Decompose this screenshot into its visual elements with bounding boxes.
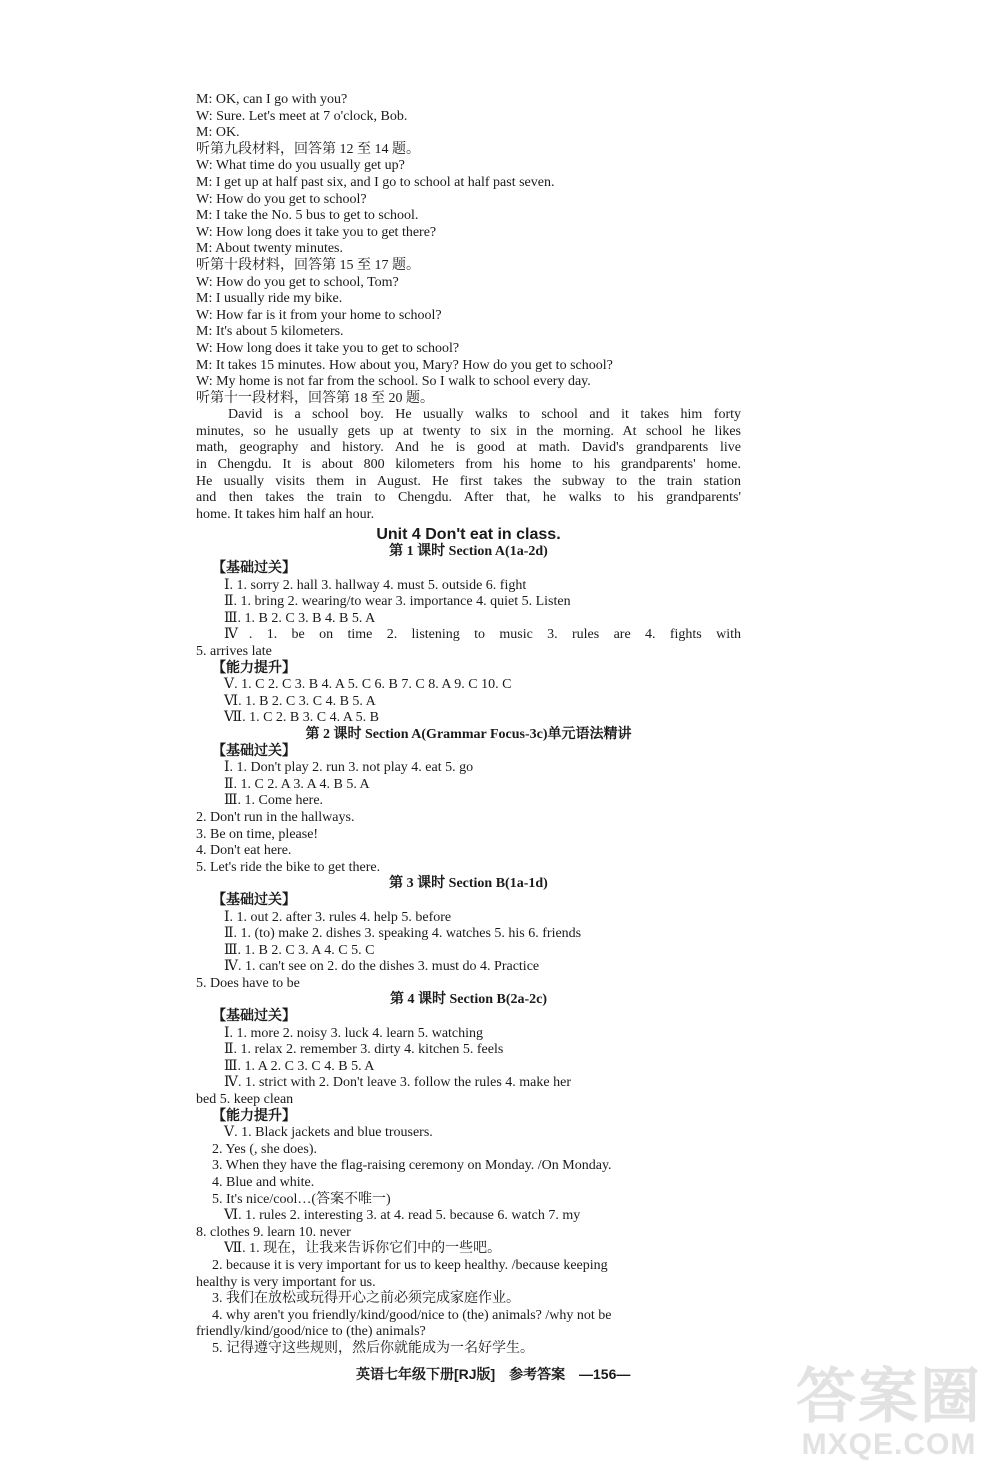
answer-line-continued: 8. clothes 9. learn 10. never — [196, 1224, 351, 1240]
passage-line: in Chengdu. It is about 800 kilometers from his home to his grandparents' home. — [196, 457, 741, 473]
listening-script — [196, 92, 741, 407]
lesson-title: 第 3 课时 Section B(1a-1d) — [389, 876, 548, 892]
page-footer — [356, 1364, 640, 1384]
dialogue-line: M: I usually ride my bike. — [196, 291, 343, 307]
answer-line-continued: 5. Does have to be — [196, 975, 300, 991]
answer-line-continued: friendly/kind/good/nice to (the) animals? — [196, 1324, 426, 1340]
passage-line: minutes, so he usually gets up at twenty to six in the morning. At school he likes — [196, 423, 741, 439]
answer-line: Ⅱ. 1. (to) make 2. dishes 3. speaking 4. watches 5. his 6. friends — [224, 926, 582, 942]
answer-line: 4. Blue and white. — [212, 1175, 315, 1190]
answer-line: Ⅳ. 1. be on time 2. listening to music 3. rules are 4. fights with — [224, 627, 741, 643]
listening-passage — [196, 407, 741, 523]
dialogue-line: W: How long does it take you to get there? — [196, 224, 437, 240]
answer-line: Ⅲ. 1. A 2. C 3. C 4. B 5. A — [224, 1058, 375, 1074]
lesson-title: 第 1 课时 Section A(1a-2d) — [389, 544, 548, 560]
passage-line: and then takes the train to Chengdu. After that, he walks to his grandparents' — [196, 490, 741, 506]
dialogue-line: W: How long does it take you to get to school? — [196, 340, 460, 356]
dialogue-heading: 听第十一段材料，回答第 18 至 20 题。 — [196, 390, 434, 406]
answer-line: 2. Yes (, she does). — [212, 1141, 317, 1157]
answer-line: Ⅴ. 1. Black jackets and blue trousers. — [224, 1125, 433, 1141]
lesson-2 — [196, 727, 741, 876]
lesson-1 — [196, 544, 741, 727]
dialogue-line: M: OK. — [196, 125, 240, 141]
answer-line: Ⅳ. 1. can't see on 2. do the dishes 3. must do 4. Practice — [224, 959, 540, 975]
dialogue-line: W: Sure. Let's meet at 7 o'clock, Bob. — [196, 108, 408, 124]
section-tag-basic: 【基础过关】 — [212, 892, 296, 908]
section-tag-basic: 【基础过关】 — [212, 743, 296, 759]
answer-line: 3. When they have the flag-raising ceremony on Monday. /On Monday. — [212, 1158, 612, 1174]
footer-subject: 英语七年级下册[RJ版] — [356, 1366, 496, 1382]
answer-line: Ⅶ. 1. 现在，让我来告诉你它们中的一些吧。 — [224, 1241, 502, 1257]
dialogue-line: M: I get up at half past six, and I go to school at half past seven. — [196, 174, 555, 190]
dialogue-line: M: It's about 5 kilometers. — [196, 324, 344, 340]
answer-line-continued: healthy is very important for us. — [196, 1274, 376, 1290]
section-tag-basic: 【基础过关】 — [212, 561, 296, 577]
page-number: —156— — [579, 1366, 631, 1382]
watermark — [796, 1365, 982, 1461]
answer-line: Ⅰ. 1. more 2. noisy 3. luck 4. learn 5. watching — [224, 1025, 484, 1041]
answer-line-continued: bed 5. keep clean — [196, 1092, 294, 1108]
passage-line: David is a school boy. He usually walks to school and it takes him forty — [228, 407, 741, 423]
answer-line: Ⅲ. 1. Come here. — [224, 793, 324, 809]
dialogue-line: W: My home is not far from the school. So I walk to school every day. — [196, 374, 591, 390]
passage-line: home. It takes him half an hour. — [196, 506, 375, 522]
section-tag-advanced: 【能力提升】 — [212, 660, 296, 676]
watermark-url: MXQE.COM — [801, 1428, 977, 1461]
dialogue-heading: 听第九段材料，回答第 12 至 14 题。 — [196, 141, 420, 157]
dialogue-line: M: About twenty minutes. — [196, 241, 343, 257]
answer-line: Ⅴ. 1. C 2. C 3. B 4. A 5. C 6. B 7. C 8. A 9. C 10. C — [224, 677, 512, 693]
answer-line: 5. Let's ride the bike to get there. — [196, 859, 381, 875]
answer-line: Ⅱ. 1. bring 2. wearing/to wear 3. importance 4. quiet 5. Listen — [224, 594, 571, 610]
answer-line: 5. 记得遵守这些规则，然后你就能成为一名好学生。 — [212, 1340, 534, 1356]
answer-line: 2. because it is very important for us to keep healthy. /because keeping — [212, 1257, 608, 1273]
lesson-title: 第 4 课时 Section B(2a-2c) — [389, 992, 548, 1008]
answer-line: Ⅰ. 1. out 2. after 3. rules 4. help 5. before — [224, 909, 452, 925]
passage-line: math, geography and history. And he is good at math. David's grandparents live — [196, 440, 741, 456]
answer-line: Ⅱ. 1. C 2. A 3. A 4. B 5. A — [224, 776, 370, 792]
answer-line: Ⅲ. 1. B 2. C 3. A 4. C 5. C — [224, 942, 375, 958]
answer-line: Ⅰ. 1. sorry 2. hall 3. hallway 4. must 5. outside 6. fight — [224, 577, 527, 593]
answer-line: Ⅵ. 1. B 2. C 3. C 4. B 5. A — [224, 693, 376, 709]
answer-line: 5. It's nice/cool…(答案不唯一) — [212, 1191, 391, 1207]
dialogue-line: W: How do you get to school? — [196, 191, 367, 207]
dialogue-line: W: How far is it from your home to school? — [196, 307, 442, 323]
answer-line: Ⅰ. 1. Don't play 2. run 3. not play 4. eat 5. go — [224, 760, 474, 776]
section-tag-advanced: 【能力提升】 — [212, 1108, 296, 1124]
watermark-logo: 答案圈 — [796, 1363, 982, 1430]
lesson-3 — [196, 876, 741, 992]
dialogue-line: W: What time do you usually get up? — [196, 158, 405, 174]
lesson-4 — [196, 992, 741, 1357]
answer-line: Ⅳ. 1. strict with 2. Don't leave 3. follow the rules 4. make her — [224, 1075, 571, 1091]
dialogue-line: M: I take the No. 5 bus to get to school. — [196, 208, 419, 224]
section-tag-basic: 【基础过关】 — [212, 1009, 296, 1025]
dialogue-line: M: OK, can I go with you? — [196, 92, 348, 107]
answer-line: 2. Don't run in the hallways. — [196, 809, 355, 825]
lesson-title: 第 2 课时 Section A(Grammar Focus-3c)单元语法精讲 — [305, 726, 632, 742]
dialogue-line: M: It takes 15 minutes. How about you, Mary? How do you get to school? — [196, 357, 613, 373]
answer-line: Ⅵ. 1. rules 2. interesting 3. at 4. read 5. because 6. watch 7. my — [224, 1208, 581, 1224]
footer-section: 参考答案 — [509, 1366, 566, 1382]
dialogue-line: W: How do you get to school, Tom? — [196, 274, 399, 290]
answer-line: Ⅲ. 1. B 2. C 3. B 4. B 5. A — [224, 610, 376, 626]
answer-content — [196, 92, 741, 1358]
answer-line: 3. 我们在放松或玩得开心之前必须完成家庭作业。 — [212, 1291, 520, 1307]
unit-title: Unit 4 Don't eat in class. — [376, 526, 561, 544]
answer-line-continued: 5. arrives late — [196, 644, 272, 659]
dialogue-heading: 听第十段材料，回答第 15 至 17 题。 — [196, 257, 420, 273]
answer-line: Ⅱ. 1. relax 2. remember 3. dirty 4. kitchen 5. feels — [224, 1042, 504, 1058]
answer-line: 3. Be on time, please! — [196, 826, 319, 842]
answer-line: 4. why aren't you friendly/kind/good/nice to (the) animals? /why not be — [212, 1307, 612, 1323]
answer-line: 4. Don't eat here. — [196, 843, 292, 859]
passage-line: He usually visits them in August. He first takes the subway to the train station — [196, 473, 741, 489]
answer-line: Ⅶ. 1. C 2. B 3. C 4. A 5. B — [224, 710, 379, 726]
